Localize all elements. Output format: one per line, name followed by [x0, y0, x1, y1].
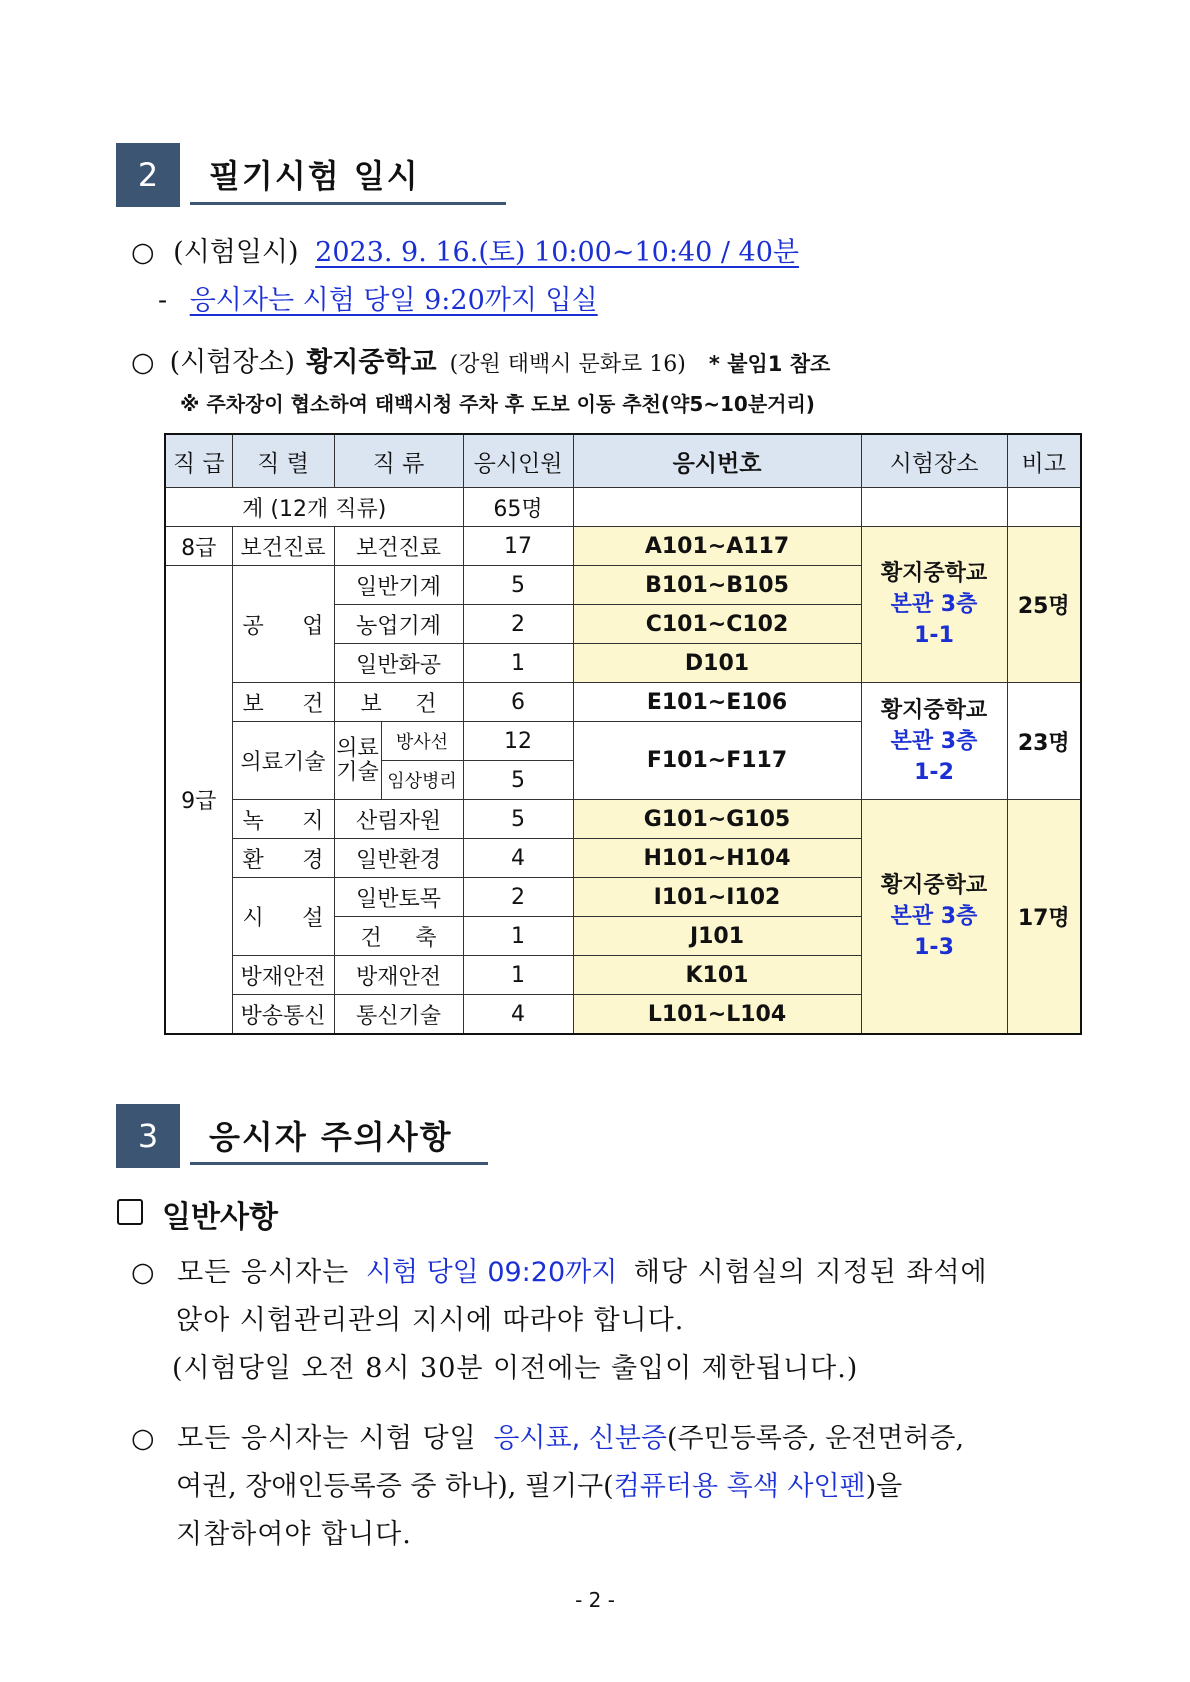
grade-cell: 9급 — [165, 566, 232, 1035]
series-cell: 공 업 — [232, 566, 334, 683]
venue-label: (시험장소) — [169, 347, 296, 378]
series-cell: 보건진료 — [232, 527, 334, 566]
exam-number-cell: H101~H104 — [573, 839, 861, 878]
exam-place-cell — [861, 527, 1007, 683]
series-cell: 방재안전 — [232, 956, 334, 995]
place-code: 1-3 — [914, 935, 954, 960]
field-cell: 보건진료 — [334, 527, 463, 566]
venue-address: (강원 태백시 문화로 16) — [449, 352, 686, 377]
field-cell: 일반환경 — [334, 839, 463, 878]
place-room: 본관 3층 — [890, 728, 978, 754]
series-cell: 환 경 — [232, 839, 334, 878]
exam-number-cell: E101~E106 — [573, 683, 861, 722]
section-title: 응시자 주의사항 — [209, 1118, 453, 1156]
exam-number-cell: C101~C102 — [573, 605, 861, 644]
table-row — [165, 683, 1081, 722]
place-school: 황지중학교 — [880, 697, 988, 723]
exam-number-cell: B101~B105 — [573, 566, 861, 605]
notice-text: 해당 시험실의 지정된 좌석에 — [633, 1257, 988, 1288]
notice-highlight: 컴퓨터용 흑색 사인펜 — [613, 1471, 866, 1502]
venue-name: 황지중학교 — [306, 347, 437, 378]
notice-paragraph-1-line-3: (시험당일 오전 8시 30분 이전에는 출입이 제한됩니다.) — [172, 1353, 859, 1384]
notice-paragraph-2-line-3: 지참하여야 합니다. — [176, 1519, 412, 1550]
header-grade: 직 급 — [165, 434, 232, 488]
entry-time-text: 응시자는 시험 당일 9:20까지 입실 — [189, 285, 598, 316]
count-cell: 5 — [463, 566, 573, 605]
dash: - — [158, 285, 168, 316]
exam-number-cell: D101 — [573, 644, 861, 683]
count-cell: 1 — [463, 956, 573, 995]
count-cell: 1 — [463, 917, 573, 956]
count-cell: 1 — [463, 644, 573, 683]
note-cell: 17명 — [1007, 800, 1081, 1035]
notice-paragraph-1 — [131, 1250, 988, 1289]
field-cell: 일반토목 — [334, 878, 463, 917]
section-underline — [190, 1162, 488, 1165]
parking-note: ※ 주차장이 협소하여 태백시청 주차 후 도보 이동 추천(약5~10분거리) — [180, 392, 815, 416]
header-field: 직 류 — [334, 434, 463, 488]
count-cell: 6 — [463, 683, 573, 722]
count-cell: 5 — [463, 800, 573, 839]
field-cell: 통신기술 — [334, 995, 463, 1035]
count-cell: 2 — [463, 878, 573, 917]
notice-highlight: 시험 당일 09:20까지 — [365, 1257, 618, 1288]
place-code: 1-1 — [914, 623, 954, 648]
exam-schedule-table — [164, 433, 1082, 1035]
exam-number-cell: I101~I102 — [573, 878, 861, 917]
notice-paragraph-2 — [131, 1416, 964, 1455]
series-cell: 보 건 — [232, 683, 334, 722]
bullet: ○ — [131, 347, 155, 378]
field-cell: 임상병리 — [381, 761, 463, 800]
table-row — [165, 800, 1081, 839]
place-room: 본관 3층 — [890, 592, 978, 617]
subheading: 일반사항 — [162, 1200, 278, 1235]
series-cell: 시 설 — [232, 878, 334, 956]
table-row — [165, 527, 1081, 566]
notice-text: 여권, 장애인등록증 중 하나), 필기구( — [176, 1471, 614, 1502]
notice-text: 모든 응시자는 — [177, 1257, 350, 1288]
count-cell: 5 — [463, 761, 573, 800]
exam-number-cell: A101~A117 — [573, 527, 861, 566]
field-cell: 농업기계 — [334, 605, 463, 644]
note-cell: 25명 — [1007, 527, 1081, 683]
section-title: 필기시험 일시 — [209, 157, 420, 195]
count-cell: 2 — [463, 605, 573, 644]
exam-number-cell: F101~F117 — [573, 722, 861, 800]
table-total-row — [165, 488, 1081, 527]
count-cell: 4 — [463, 995, 573, 1035]
notice-paragraph-2-line-2 — [176, 1464, 902, 1503]
field-cell: 산림자원 — [334, 800, 463, 839]
exam-number-cell: J101 — [573, 917, 861, 956]
field-cell: 일반화공 — [334, 644, 463, 683]
section-underline — [190, 202, 506, 205]
venue-reference: * 붙임1 참조 — [708, 352, 831, 376]
exam-place-cell — [861, 683, 1007, 800]
header-series: 직 렬 — [232, 434, 334, 488]
place-school: 황지중학교 — [880, 561, 988, 586]
count-cell: 4 — [463, 839, 573, 878]
exam-place-cell — [861, 800, 1007, 1035]
place-code: 1-2 — [914, 759, 954, 785]
header-exam-number: 응시번호 — [573, 434, 861, 488]
exam-date-label: (시험일시) — [173, 237, 299, 268]
notice-highlight: 응시표, 신분증 — [493, 1423, 667, 1454]
subseries-cell: 의료 기술 — [334, 722, 381, 800]
table-header-row — [165, 434, 1081, 488]
checkbox-icon — [117, 1199, 143, 1225]
exam-number-cell: K101 — [573, 956, 861, 995]
series-cell: 녹 지 — [232, 800, 334, 839]
exam-number-cell: L101~L104 — [573, 995, 861, 1035]
grade-cell: 8급 — [165, 527, 232, 566]
exam-number-cell: G101~G105 — [573, 800, 861, 839]
page-number: - 2 - — [575, 1588, 615, 1612]
field-cell: 일반기계 — [334, 566, 463, 605]
field-cell: 방재안전 — [334, 956, 463, 995]
venue-line — [131, 340, 830, 379]
notice-text: 모든 응시자는 시험 당일 — [177, 1423, 477, 1454]
header-count: 응시인원 — [463, 434, 573, 488]
exam-date-value: 2023. 9. 16.(토) 10:00~10:40 / 40분 — [315, 237, 799, 268]
bullet: ○ — [131, 1423, 155, 1454]
place-room: 본관 3층 — [890, 904, 978, 929]
total-label: 계 (12개 직류) — [165, 488, 463, 527]
entry-time-line — [158, 278, 598, 317]
field-cell: 건 축 — [334, 917, 463, 956]
total-count: 65명 — [463, 488, 573, 527]
series-cell: 방송통신 — [232, 995, 334, 1035]
field-cell: 방사선 — [381, 722, 463, 761]
notice-text: )을 — [865, 1471, 903, 1502]
count-cell: 17 — [463, 527, 573, 566]
bullet: ○ — [131, 1257, 155, 1288]
bullet: ○ — [131, 237, 155, 268]
header-exam-place: 시험장소 — [861, 434, 1007, 488]
note-cell: 23명 — [1007, 683, 1081, 800]
field-cell: 보 건 — [334, 683, 463, 722]
notice-paragraph-1-line-2: 앉아 시험관리관의 지시에 따라야 합니다. — [176, 1305, 685, 1336]
count-cell: 12 — [463, 722, 573, 761]
series-cell: 의료기술 — [232, 722, 334, 800]
place-school: 황지중학교 — [880, 873, 988, 898]
section-number-badge: 2 — [116, 143, 180, 207]
section-number-badge: 3 — [116, 1104, 180, 1168]
header-note: 비고 — [1007, 434, 1081, 488]
exam-date-line — [131, 230, 799, 269]
notice-text: (주민등록증, 운전면허증, — [667, 1423, 965, 1454]
